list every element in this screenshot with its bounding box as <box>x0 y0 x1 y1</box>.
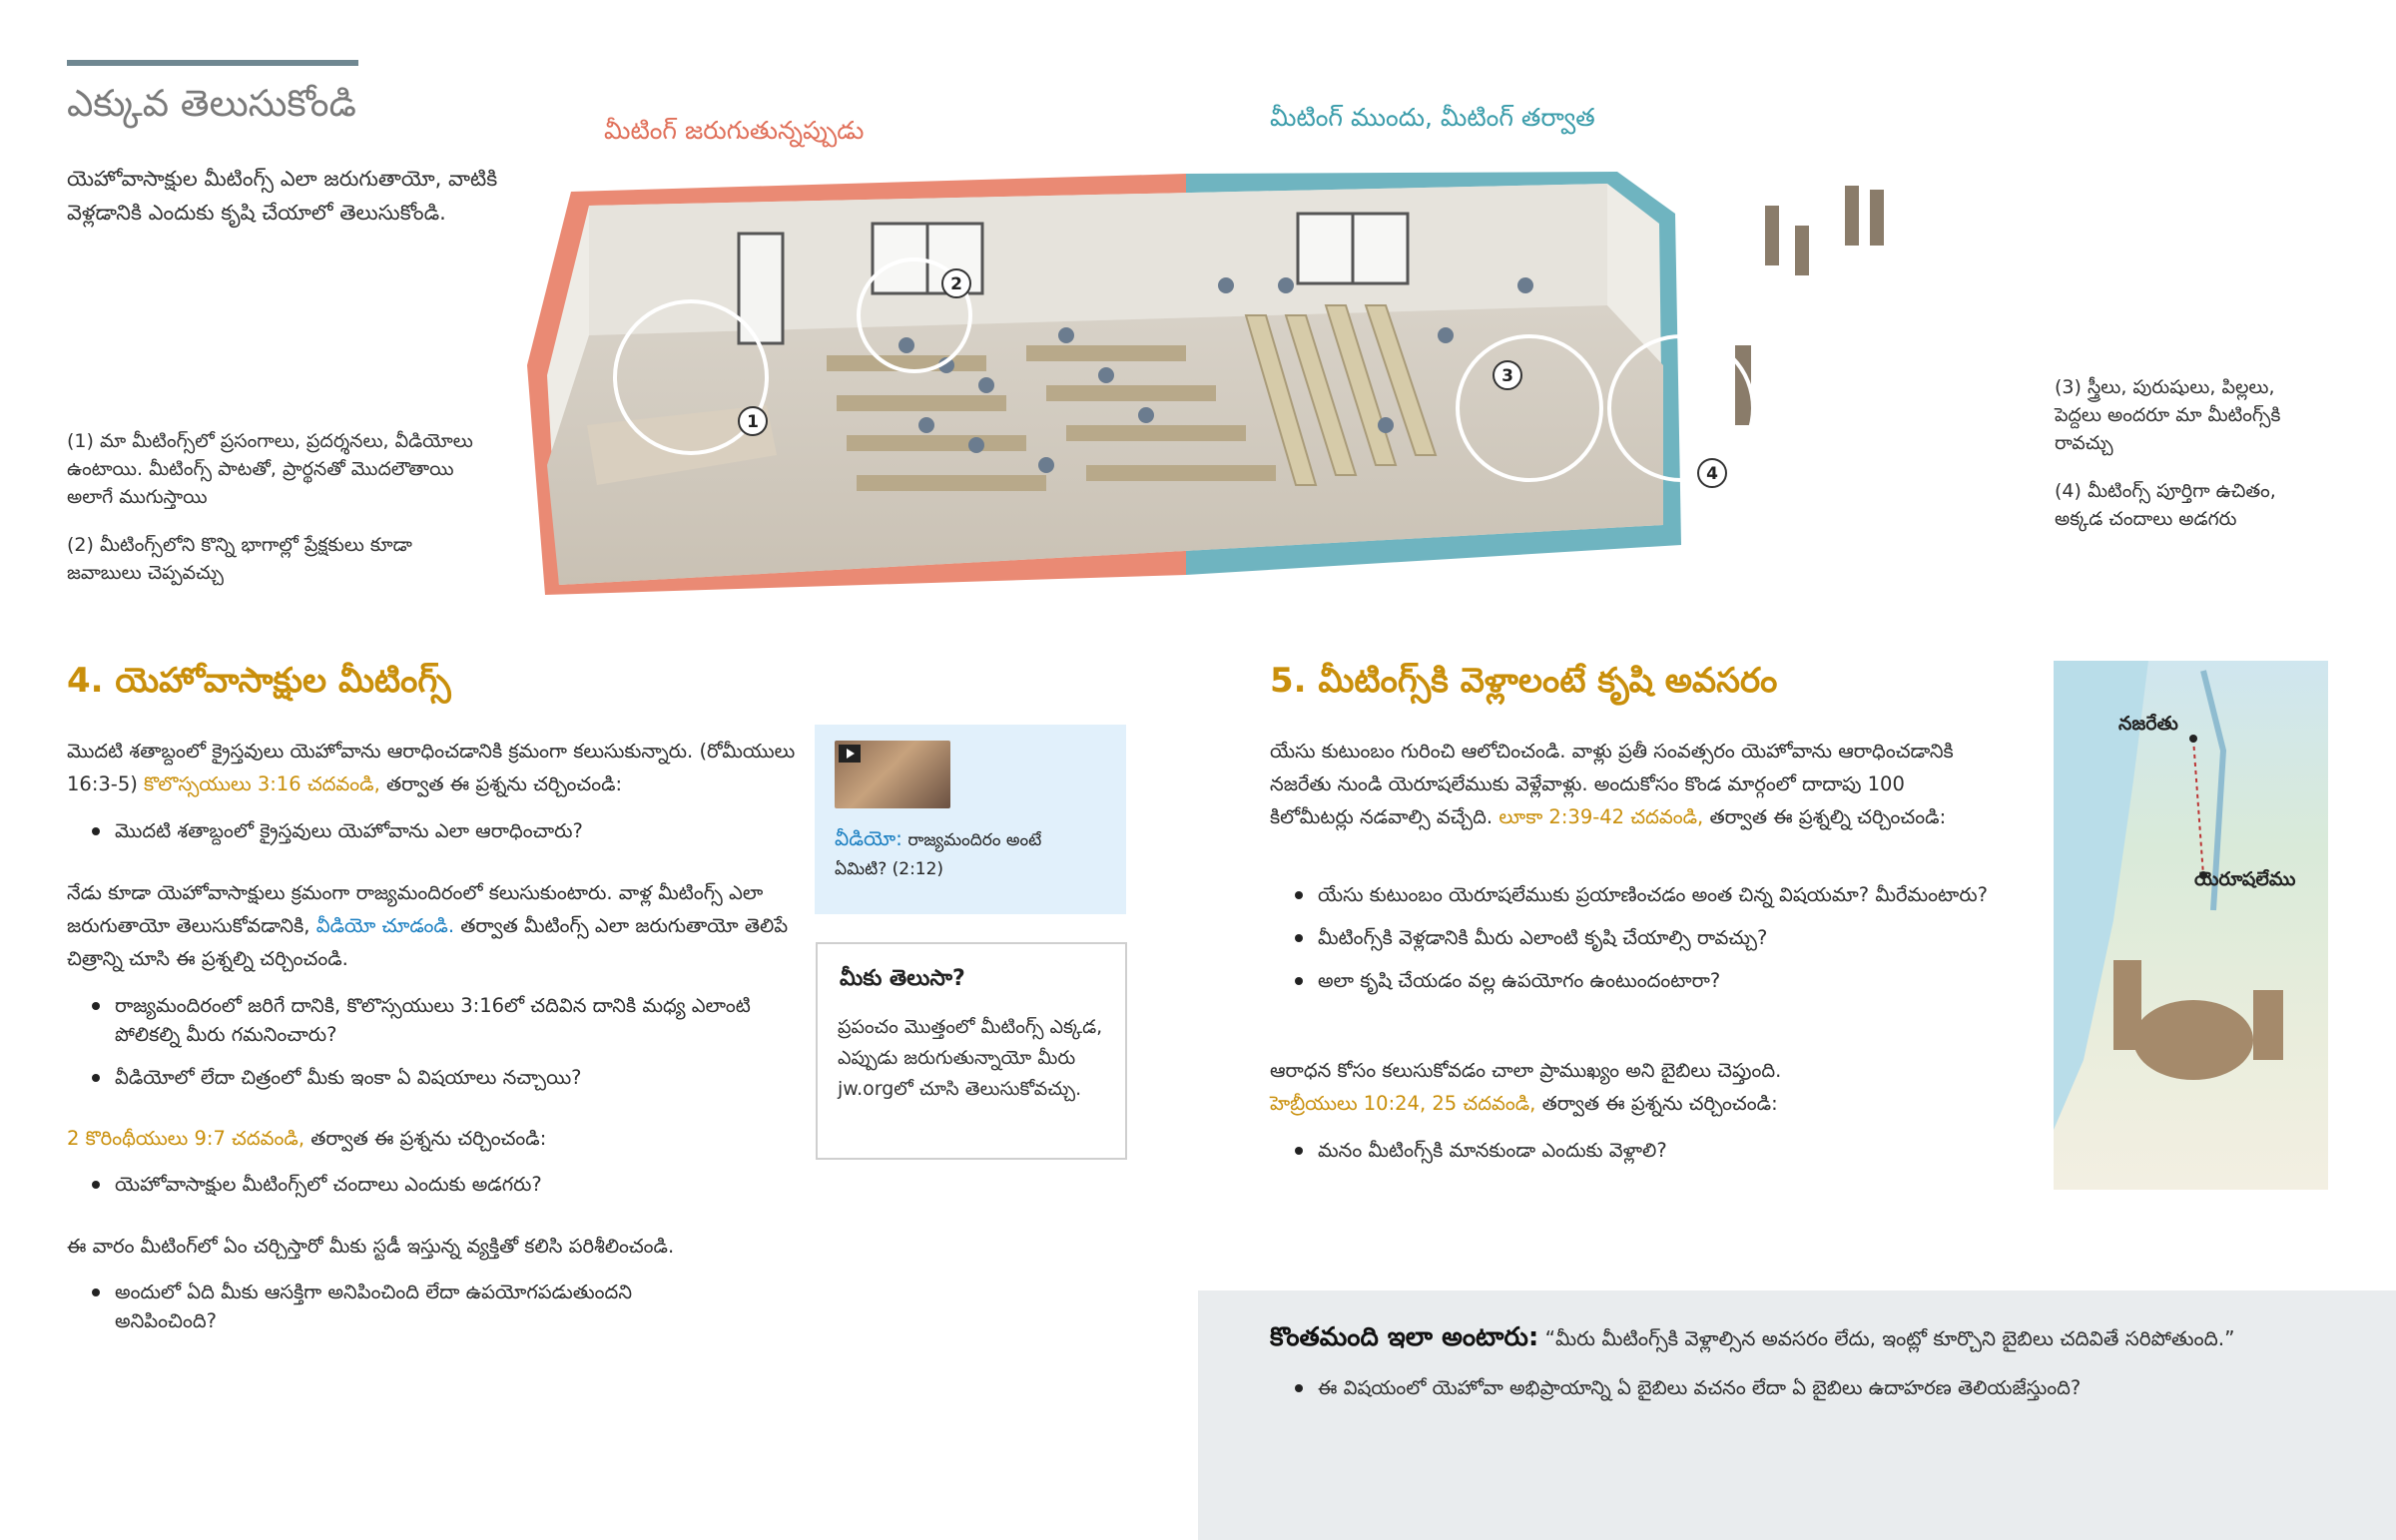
list-item: ఈ విషయంలో యెహోవా అభిప్రాయాన్ని ఏ బైబిలు వచనం లేదా ఏ బైబిలు ఉదాహరణ తెలియజేస్తుంది? <box>1270 1373 2328 1402</box>
scripture-link-corinthians[interactable]: 2 కొరింథీయులు 9:7 చదవండి, <box>67 1127 305 1150</box>
did-you-know-text: ప్రపంచం మొత్తంలో మీటింగ్స్‌ ఎక్కడ, ఎప్పుడు జరుగుతున్నాయో మీరు jw.orgలో చూసి తెలుసుకోవచ్చు. <box>838 1016 1103 1100</box>
list-item: యేసు కుటుంబం యెరూషలేముకు ప్రయాణించడం అంత చిన్న విషయమా? మీరేమంటారు? <box>1270 880 1989 909</box>
scripture-link-hebrews[interactable]: హెబ్రీయులు 10:24, 25 చదవండి, <box>1270 1092 1536 1115</box>
list-item: అందులో ఏది మీకు ఆసక్తిగా అనిపించింది లేదా ఉపయోగపడుతుందని అనిపించింది? <box>67 1278 706 1335</box>
callout-number-3: 3 <box>1501 366 1513 386</box>
scripture-link-colossians[interactable]: కొలొస్సయులు 3:16 చదవండి, <box>144 772 380 795</box>
section-4-bullets-1 <box>67 816 786 859</box>
section-4-paragraph-1: మొదటి శతాబ్దంలో క్రైస్తవులు యెహోవాను ఆరాధించడానికి క్రమంగా కలుసుకున్నారు. (రోమీయులు 16:3-5) కొలొస్సయులు 3:16 చదవండి, తర్వాత ఈ ప్రశ్నను చర్చించండి: <box>67 740 796 795</box>
map-label-jerusalem: యెరూషలేము <box>2194 868 2296 890</box>
some-say-line <box>1270 1322 2235 1358</box>
label-before-after-meeting: మీటింగ్‌ ముందు, మీటింగ్‌ తర్వాత <box>1270 103 1595 132</box>
note-4: (4) మీటింగ్స్‌ పూర్తిగా ఉచితం, అక్కడ చందాలు అడగరు <box>2055 480 2276 530</box>
section-4-bullets-3 <box>67 1170 766 1213</box>
list-item: మొదటి శతాబ్దంలో క్రైస్తవులు యెహోవాను ఎలా ఆరాధించారు? <box>67 816 786 845</box>
section-5-title: 5. మీటింగ్స్‌కి వెళ్లాలంటే కృషి అవసరం <box>1270 661 1778 701</box>
scripture-link-luke[interactable]: లూకా 2:39-42 చదవండి, <box>1498 805 1704 828</box>
video-title[interactable]: రాజ్యమందిరం అంటే ఏమిటి? (2:12) <box>835 830 1042 879</box>
list-item: యెహోవాసాక్షుల మీటింగ్స్‌లో చందాలు ఎందుకు అడగరు? <box>67 1170 766 1199</box>
list-item: రాజ్యమందిరంలో జరిగే దానికి, కొలొస్సయులు 3:16లో చదివిన దానికి మధ్య ఎలాంటి పోలికల్ని మీరు గమనించారు? <box>67 991 766 1049</box>
section-5-paragraph-1: యేసు కుటుంబం గురించి ఆలోచించండి. వాళ్లు ప్రతీ సంవత్సరం యెహోవాను ఆరాధించడానికి నజరేతు నుండి యెరూషలేముకు వెళ్లేవాళ్లు. అందుకోసం కొండ మార్గంలో దాదాపు 100 కిలోమీటర్లు నడవాల్సి వచ్చేది. లూకా 2:39-42 చదవండి, తర్వాత ఈ ప్రశ్నల్ని చర్చించండి: <box>1270 740 1954 828</box>
intro-text: యెహోవాసాక్షుల మీటింగ్స్‌ ఎలా జరుగుతాయో, వాటికి వెళ్లడానికి ఎందుకు కృషి చేయాలో తెలుసుకోండి. <box>67 167 498 225</box>
callout-number-2: 2 <box>950 274 962 294</box>
video-label: వీడియో: <box>835 826 902 850</box>
map-label-nazareth: నజరేతు <box>2118 713 2178 735</box>
some-say-quote: “మీరు మీటింగ్స్‌కి వెళ్లాల్సిన అవసరం లేదు, ఇంట్లో కూర్చొని బైబిలు చదివితే సరిపోతుంది.” <box>1544 1326 2235 1350</box>
list-item: అలా కృషి చేయడం వల్ల ఉపయోగం ఉంటుందంటారా? <box>1270 966 1989 995</box>
section-4-bullets-4 <box>67 1278 706 1349</box>
some-say-bullets <box>1270 1373 2328 1416</box>
label-during-meeting: మీటింగ్‌ జరుగుతున్నప్పుడు <box>604 116 865 145</box>
note-2: (2) మీటింగ్స్‌లోని కొన్ని భాగాల్లో ప్రేక్షకులు కూడా జవాబులు చెప్పవచ్చు <box>67 534 412 584</box>
watch-video-link[interactable]: వీడియో చూడండి. <box>315 914 455 937</box>
did-you-know-title: మీకు తెలుసా? <box>840 966 965 991</box>
header-rule <box>67 60 358 66</box>
note-1: (1) మా మీటింగ్స్‌లో ప్రసంగాలు, ప్రదర్శనలు, వీడియోలు ఉంటాయి. మీటింగ్స్‌ పాటతో, ప్రార్థనతో మొదలౌతాయి అలాగే ముగుస్తాయి <box>67 430 473 508</box>
section-4-bullets-2 <box>67 991 766 1106</box>
some-say-label: కొంతమంది ఇలా అంటారు: <box>1270 1322 1539 1352</box>
list-item: వీడియోలో లేదా చిత్రంలో మీకు ఇంకా ఏ విషయాలు నచ్చాయి? <box>67 1063 766 1092</box>
note-3: (3) స్త్రీలు, పురుషులు, పిల్లలు, పెద్దలు అందరూ మా మీటింగ్స్‌కి రావచ్చు <box>2055 376 2281 454</box>
callout-number-4: 4 <box>1706 464 1718 484</box>
section-4-paragraph-4: ఈ వారం మీటింగ్‌లో ఏం చర్చిస్తారో మీకు స్టడీ ఇస్తున్న వ్యక్తితో కలిసి పరిశీలించండి. <box>67 1235 675 1258</box>
list-item: మనం మీటింగ్స్‌కి మానకుండా ఎందుకు వెళ్లాలి? <box>1270 1136 1989 1165</box>
section-4-paragraph-3: 2 కొరింథీయులు 9:7 చదవండి, తర్వాత ఈ ప్రశ్నను చర్చించండి: <box>67 1127 547 1150</box>
section-5-bullets-2 <box>1270 1136 1989 1179</box>
video-box[interactable] <box>815 725 1126 914</box>
section-4-paragraph-2: నేడు కూడా యెహోవాసాక్షులు క్రమంగా రాజ్యమందిరంలో కలుసుకుంటారు. వాళ్ల మీటింగ్స్‌ ఎలా జరుగుతాయో తెలుసుకోవడానికి, వీడియో చూడండి. తర్వాత మీటింగ్స్‌ ఎలా జరుగుతాయో తెలిపే చిత్రాన్ని చూసి ఈ ప్రశ్నల్ని చర్చించండి. <box>67 881 789 970</box>
play-icon[interactable] <box>839 745 861 763</box>
section-4-title: 4. యెహోవాసాక్షుల మీటింగ్స్‌ <box>67 661 451 701</box>
did-you-know-box <box>816 942 1127 1160</box>
journey-map <box>2054 661 2328 1190</box>
page-title: ఎక్కువ తెలుసుకోండి <box>67 82 356 125</box>
section-5-paragraph-2: ఆరాధన కోసం కలుసుకోవడం చాలా ప్రాముఖ్యం అని బైబిలు చెప్తుంది. హెబ్రీయులు 10:24, 25 చదవండి, తర్వాత ఈ ప్రశ్నను చర్చించండి: <box>1270 1059 1782 1115</box>
video-caption <box>835 824 1094 884</box>
callout-number-1: 1 <box>747 412 759 432</box>
video-thumbnail[interactable] <box>835 741 950 808</box>
section-5-bullets-1 <box>1270 880 1989 1009</box>
list-item: మీటింగ్స్‌కి వెళ్లడానికి మీరు ఎలాంటి కృషి చేయాల్సి రావచ్చు? <box>1270 923 1989 952</box>
kingdom-hall-illustration <box>527 166 1905 605</box>
